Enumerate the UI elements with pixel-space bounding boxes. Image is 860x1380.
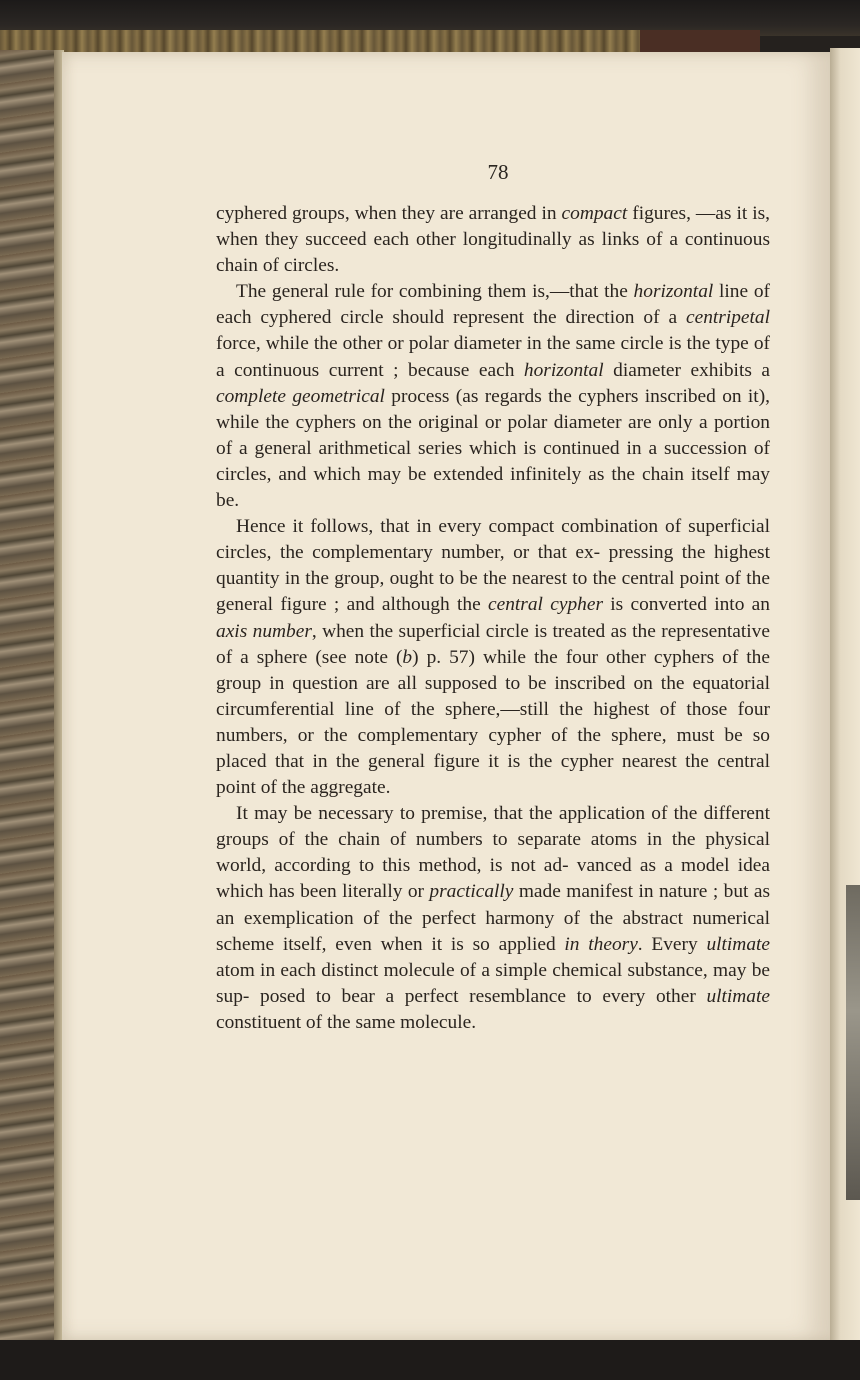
text-run: atom in each distinct molecule of a simple chemical substance, may be sup- posed to bear a perfect resemblance to every other (216, 959, 770, 1007)
text-run: figures, —as it is, when they succeed each other longitudinally as links of a continuous chain of circles. (216, 203, 770, 277)
page-number: 78 (487, 160, 509, 184)
marbled-page-edges (0, 50, 64, 1345)
italic-text: practically (429, 881, 514, 903)
text-run: process (as regards the cyphers inscribed on it), while the cyphers on the original or polar diameter are only a portion of a general arithmetical series which is continued in a succession of circles, and which may be extended infinitely as the chain itself may be. (216, 385, 771, 512)
italic-text: in theory (564, 933, 638, 955)
italic-text: ultimate (706, 985, 770, 1007)
text-run: is converted into an (602, 594, 770, 616)
text-run: made manifest in nature ; but as an exemplication of the perfect harmony of the abstract numerical scheme itself, even when it is so applied (216, 881, 770, 955)
italic-text: compact (561, 203, 628, 224)
italic-text: ultimate (706, 933, 771, 955)
paragraph (216, 801, 770, 1036)
text-run: line of each cyphered circle should represent the direction of a (216, 281, 770, 329)
text-run: diameter exhibits a (603, 359, 770, 381)
body-text (216, 201, 770, 1036)
text-run: The general rule for combining them is,—that the (236, 281, 634, 303)
italic-text: axis number (216, 620, 312, 642)
background-bottom (0, 1340, 860, 1380)
italic-text: b (402, 646, 413, 668)
text-run: . Every (637, 933, 707, 955)
text-run: , when the superficial circle is treated as the representative of a sphere (see note ( (216, 620, 770, 668)
italic-text: centripetal (685, 307, 770, 329)
paragraph (216, 279, 770, 514)
text-run: cyphered groups, when they are arranged in (216, 203, 562, 224)
text-run: ) p. 57) while the four other cyphers of the group in question are all supposed to be inscribed on the equatorial circumferential line of the sphere,—still the highest of those four numbers, or the complementary cypher of the sphere, must be so placed that in the general figure it is the cypher nearest the central point of the aggregate. (216, 646, 770, 799)
paragraph (216, 201, 770, 279)
italic-text: complete geometrical (216, 385, 385, 407)
paragraph (216, 514, 770, 801)
text-run: It may be necessary to premise, that the application of the different groups of the chain of numbers to separate atoms in the physical world, according to this method, is not ad- vanced as a model idea which has been literally or (216, 803, 770, 903)
italic-text: horizontal (633, 281, 714, 303)
text-run: force, while the other or polar diameter in the same circle is the type of a continuous current ; because each (216, 333, 770, 381)
italic-text: central cypher (488, 594, 603, 616)
text-run: Hence it follows, that in every compact combination of superficial circles, the complementary number, or that ex- pressing the highest quantity in the group, ought to be the nearest to the central point of the general figure ; and although the (216, 516, 770, 616)
text-run: constituent of the same molecule. (216, 1011, 477, 1033)
italic-text: horizontal (523, 359, 604, 381)
adjacent-page-plate (846, 885, 860, 1200)
